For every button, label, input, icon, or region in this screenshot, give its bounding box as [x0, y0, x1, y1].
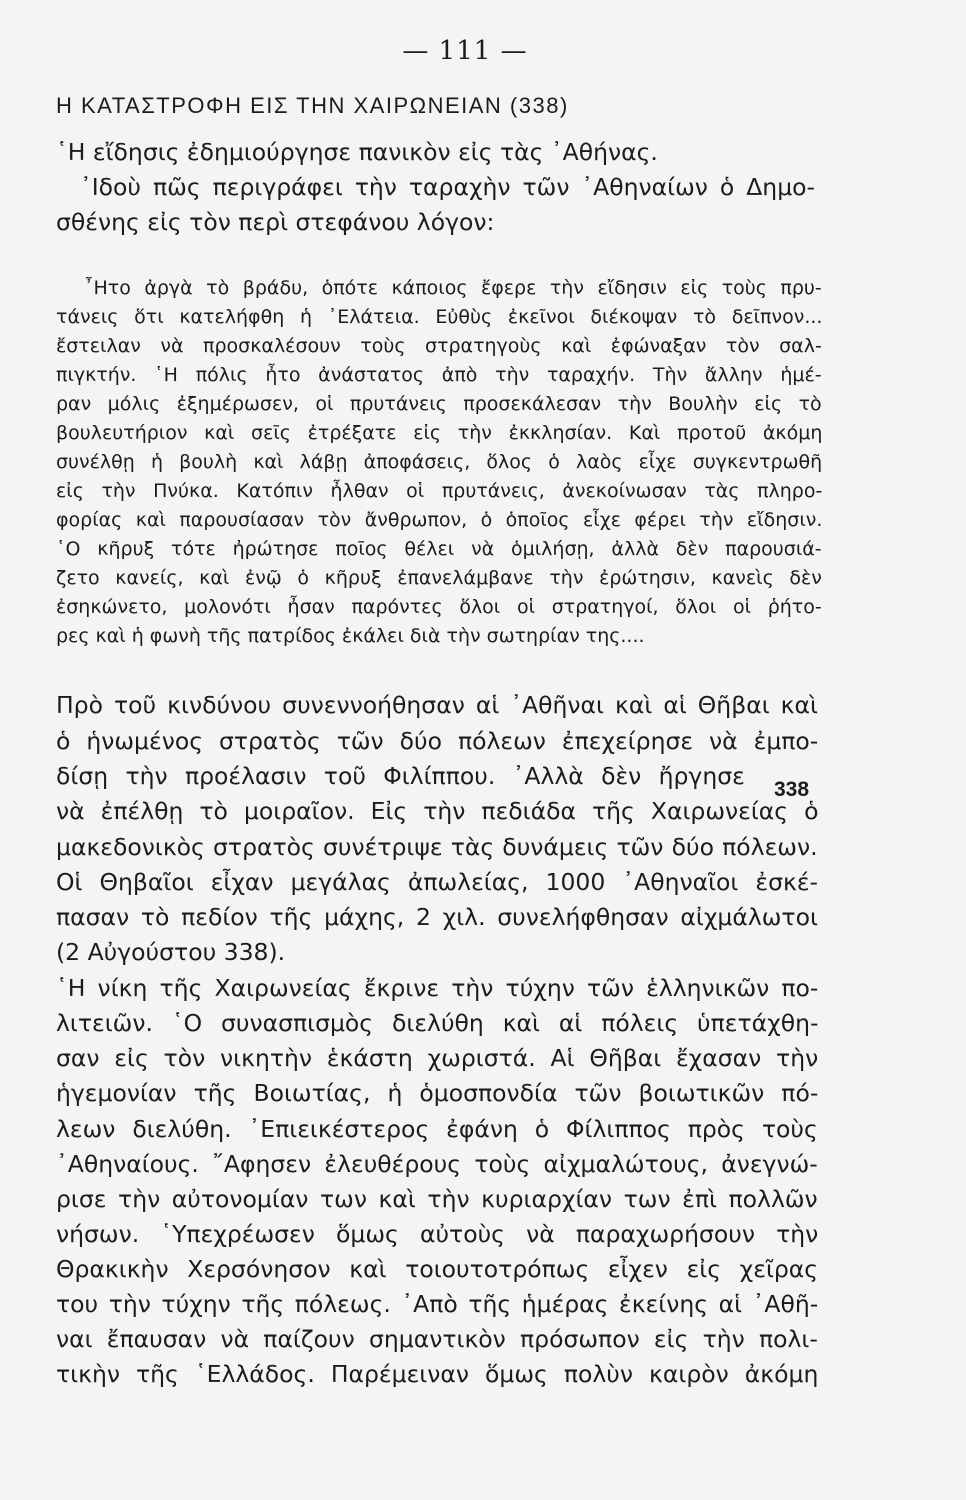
body-line: ρισε τὴν αὐτονομίαν των καὶ τὴν κυριαρχίαν των ἐπὶ πολλῶν: [56, 1185, 818, 1213]
body-line: Οἱ Θηβαῖοι εἶχαν μεγάλας ἀπωλείας, 1000 ᾿Αθηναῖοι ἐσκέ-: [56, 868, 819, 896]
chapter-title: Η ΚΑΤΑΣΤΡΟΦΗ ΕΙΣ ΤΗΝ ΧΑΙΡΩΝΕΙΑΝ (338): [56, 93, 569, 118]
quote-line: εἰς τὴν Πνύκα. Κατόπιν ἦλθαν οἱ πρυτάνεις, ἀνεκοίνωσαν τὰς πληρο-: [56, 480, 823, 502]
body-line: ὁ ἡνωμένος στρατὸς τῶν δύο πόλεων ἐπεχείρησε νὰ ἐμπο-: [56, 727, 819, 755]
text-line: ῾Η εἴδησις ἐδημιούργησε πανικὸν εἰς τὰς ᾿Αθήνας.: [56, 138, 658, 166]
text-line: σθένης εἰς τὸν περὶ στεφάνου λόγον:: [56, 208, 495, 236]
body-line: του τὴν τύχην τῆς πόλεως. ᾿Απὸ τῆς ἡμέρας ἐκείνης αἱ ᾿Αθῆ-: [56, 1290, 819, 1318]
body-line: λεων διελύθη. ᾿Επιεικέστερος ἐφάνη ὁ Φίλιππος πρὸς τοὺς: [56, 1115, 818, 1143]
body-line: πασαν τὸ πεδίον τῆς μάχης, 2 χιλ. συνελήφθησαν αἰχμάλωτοι: [56, 903, 818, 931]
quote-line: συνέλθῃ ἡ βουλὴ καὶ λάβῃ ἀποφάσεις, ὅλος ὁ λαὸς εἶχε συγκεντρωθῆ: [56, 451, 823, 473]
body-line: δίσῃ τὴν προέλασιν τοῦ Φιλίππου. ᾿Αλλὰ δὲν ἤργησε: [56, 762, 745, 790]
quote-line: ζετο κανείς, καὶ ἐνῷ ὁ κῆρυξ ἐπανελάμβανε τὴν ἐρώτησιν, κανεὶς δὲν: [56, 567, 822, 589]
quote-line: ἔστειλαν νὰ προσκαλέσουν τοὺς στρατηγοὺς καὶ ἐφώναξαν τὸν σαλ-: [56, 335, 822, 357]
quote-line: ρες καὶ ἡ φωνὴ τῆς πατρίδος ἐκάλει διὰ τὴν σωτηρίαν της....: [56, 625, 645, 647]
body-line: ἡγεμονίαν τῆς Βοιωτίας, ἡ ὁμοσπονδία τῶν βοιωτικῶν πό-: [56, 1079, 819, 1107]
body-line: νὰ ἐπέλθῃ τὸ μοιραῖον. Εἰς τὴν πεδιάδα τῆς Χαιρωνείας ὁ: [56, 797, 819, 825]
body-line: (2 Αὐγούστου 338).: [56, 938, 286, 966]
body-line: νήσων. ῾Υπεχρέωσεν ὅμως αὐτοὺς νὰ παραχωρήσουν τὴν: [56, 1220, 819, 1248]
body-line: σαν εἰς τὸν νικητὴν ἑκάστη χωριστά. Αἱ Θῆβαι ἔχασαν τὴν: [56, 1044, 819, 1072]
margin-year-note: 338: [774, 778, 810, 801]
quote-line: φορίας καὶ παρουσίασαν τὸν ἄνθρωπον, ὁ ὁποῖος εἶχε φέρει τὴν εἴδησιν.: [56, 509, 823, 531]
quote-line: ἐσηκώνετο, μολονότι ἦσαν παρόντες ὅλοι οἱ στρατηγοί, ὅλοι οἱ ῥήτο-: [56, 596, 822, 618]
body-line: λιτειῶν. ῾Ο συνασπισμὸς διελύθη καὶ αἱ πόλεις ὑπετάχθη-: [56, 1009, 819, 1037]
quote-line: ραν μόλις ἐξημέρωσεν, οἱ πρυτάνεις προσεκάλεσαν τὴν Βουλὴν εἰς τὸ: [56, 393, 822, 415]
body-line: τικὴν τῆς ῾Ελλάδος. Παρέμειναν ὅμως πολὺν καιρὸν ἀκόμη: [56, 1360, 819, 1388]
body-line: μακεδονικὸς στρατὸς συνέτριψε τὰς δυνάμεις τῶν δύο πόλεων.: [56, 833, 818, 861]
page-number: — 111 —: [402, 36, 528, 66]
quote-line: πιγκτήν. ῾Η πόλις ἦτο ἀνάστατος ἀπὸ τὴν ταραχήν. Τὴν ἄλλην ἡμέ-: [56, 364, 822, 386]
body-line: Θρακικὴν Χερσόνησον καὶ τοιουτοτρόπως εἶχεν εἰς χεῖρας: [56, 1255, 819, 1283]
body-line: ᾿Αθηναίους. ῎Αφησεν ἐλευθέρους τοὺς αἰχμαλώτους, ἀνεγνώ-: [56, 1150, 818, 1178]
body-line: ῾Η νίκη τῆς Χαιρωνείας ἔκρινε τὴν τύχην τῶν ἑλληνικῶν πο-: [56, 974, 819, 1002]
quote-line: ῾Ο κῆρυξ τότε ἠρώτησε ποῖος θέλει νὰ ὁμιλήσῃ, ἀλλὰ δὲν παρουσιά-: [56, 538, 822, 560]
quote-line: τάνεις ὅτι κατελήφθη ἡ ᾿Ελάτεια. Εὐθὺς ἐκεῖνοι διέκοψαν τὸ δεῖπνον...: [56, 306, 823, 328]
body-line: Πρὸ τοῦ κινδύνου συνεννοήθησαν αἱ ᾿Αθῆναι καὶ αἱ Θῆβαι καὶ: [56, 691, 818, 719]
quote-line: ῏Ητο ἀργὰ τὸ βράδυ, ὁπότε κάποιος ἔφερε τὴν εἴδησιν εἰς τοὺς πρυ-: [84, 277, 822, 299]
quote-line: βουλευτήριον καὶ σεῖς ἐτρέξατε εἰς τὴν ἐκκλησίαν. Καὶ προτοῦ ἀκόμη: [56, 422, 823, 444]
text-line: ᾿Ιδοὺ πῶς περιγράφει τὴν ταραχὴν τῶν ᾿Αθηναίων ὁ Δημο-: [80, 173, 815, 201]
body-line: ναι ἔπαυσαν νὰ παίζουν σημαντικὸν πρόσωπον εἰς τὴν πολι-: [56, 1325, 818, 1353]
